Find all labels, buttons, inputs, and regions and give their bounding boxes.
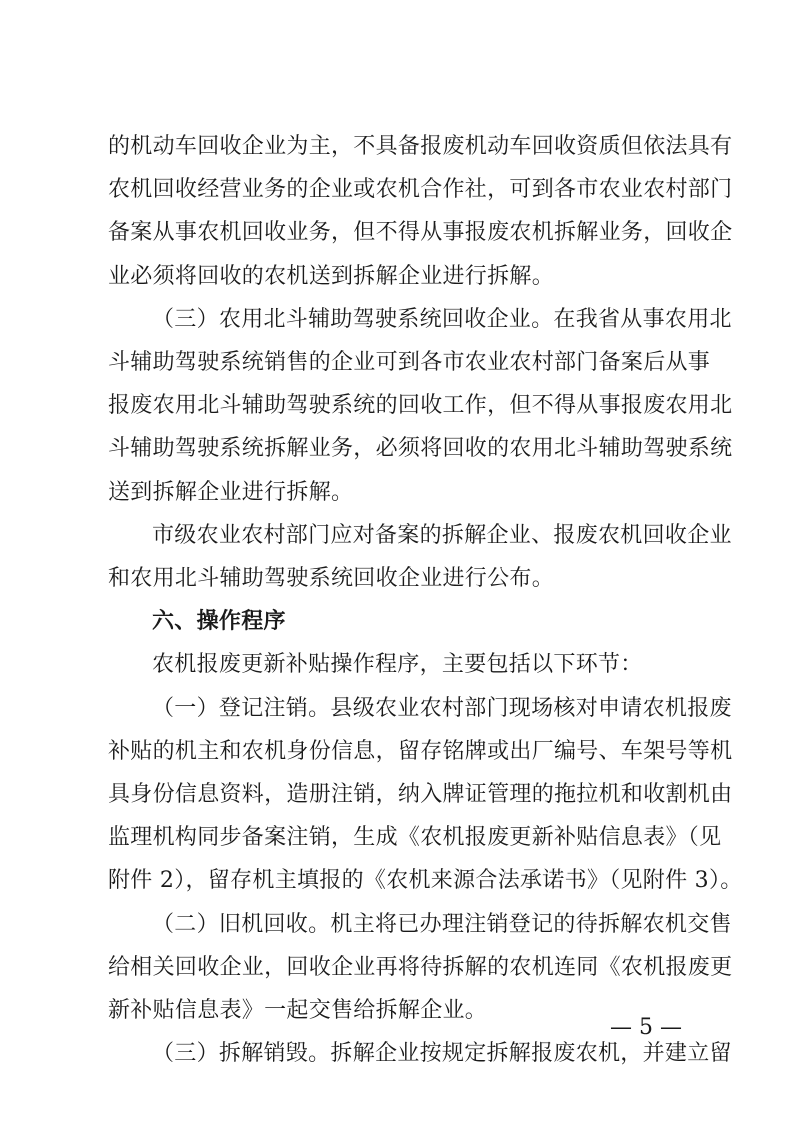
paragraph-line: 送到拆解企业进行拆解。 xyxy=(108,479,354,505)
paragraph-line: 农机报废更新补贴操作程序，主要包括以下环节： xyxy=(152,652,643,678)
paragraph-line: 市级农业农村部门应对备案的拆解企业、报废农机回收企业 xyxy=(152,522,732,548)
paragraph-line: 和农用北斗辅助驾驶系统回收企业进行公布。 xyxy=(108,566,555,591)
paragraph-line: （二）旧机回收。机主将已办理注销登记的待拆解农机交售 xyxy=(152,911,732,937)
paragraph-line: 的机动车回收企业为主，不具备报废机动车回收资质但依法具有 xyxy=(108,134,733,159)
paragraph-line: 给相关回收企业，回收企业再将待拆解的农机连同《农机报废更 xyxy=(108,954,733,980)
paragraph-line: 备案从事农机回收业务，但不得从事报废农机拆解业务，回收企 xyxy=(108,220,733,246)
paragraph-line: 附件 2），留存机主填报的《农机来源合法承诺书》（见附件 3）。 xyxy=(108,868,743,894)
paragraph-line: （三）拆解销毁。拆解企业按规定拆解报废农机，并建立留 xyxy=(152,1041,732,1067)
paragraph-line: 具身份信息资料，造册注销，纳入牌证管理的拖拉机和收割机由 xyxy=(108,782,733,807)
paragraph-line: 业必须将回收的农机送到拆解企业进行拆解。 xyxy=(108,263,555,289)
paragraph-line: 新补贴信息表》一起交售给拆解企业。 xyxy=(108,998,488,1023)
paragraph-line: 监理机构同步备案注销，生成《农机报废更新补贴信息表》（见 xyxy=(108,825,722,851)
paragraph-line: 补贴的机主和农机身份信息，留存铭牌或出厂编号、车架号等机 xyxy=(108,738,733,764)
page-number: — 5 — xyxy=(610,1015,682,1040)
paragraph-line: 报废农用北斗辅助驾驶系统的回收工作，但不得从事报废农用北 xyxy=(108,393,733,419)
section-heading: 六、操作程序 xyxy=(152,609,286,635)
paragraph-line: （三）农用北斗辅助驾驶系统回收企业。在我省从事农用北 xyxy=(152,306,732,332)
paragraph-line: （一）登记注销。县级农业农村部门现场核对申请农机报废 xyxy=(152,695,732,721)
paragraph-line: 斗辅助驾驶系统销售的企业可到各市农业农村部门备案后从事 xyxy=(108,350,711,375)
paragraph-line: 农机回收经营业务的企业或农机合作社，可到各市农业农村部门 xyxy=(108,177,733,203)
paragraph-line: 斗辅助驾驶系统拆解业务，必须将回收的农用北斗辅助驾驶系统 xyxy=(108,436,733,462)
